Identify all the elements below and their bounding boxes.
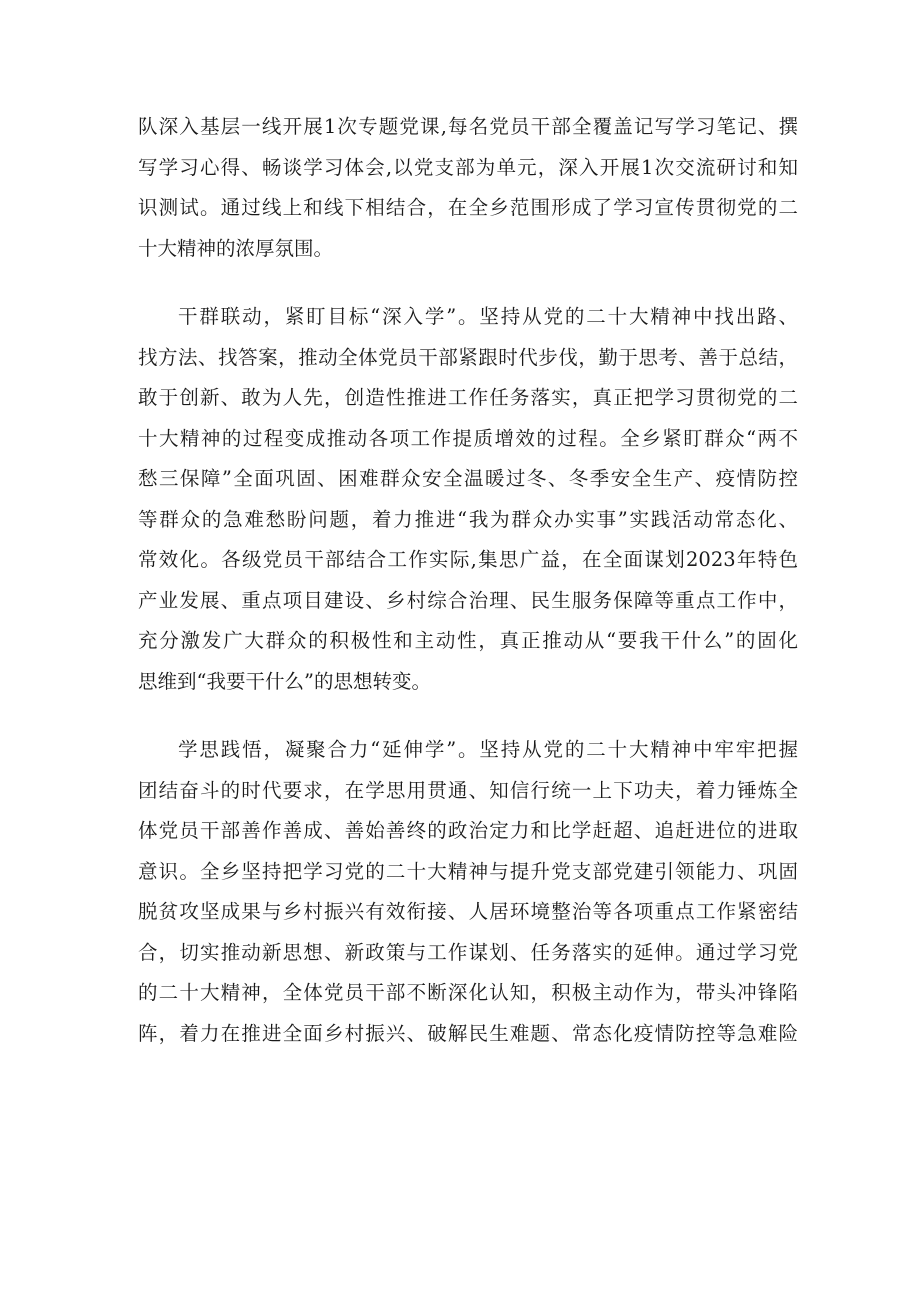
text-line: 识测试。通过线上和线下相结合，在全乡范围形成了学习宣传贯彻党的二 <box>138 196 798 219</box>
text-line: 意识。全乡坚持把学习党的二十大精神与提升党支部党建引领能力、巩固 <box>138 859 798 883</box>
paragraph-2 <box>138 297 798 702</box>
text-line: 写学习心得、畅谈学习体会,以党支部为单元，深入开展1次交流研讨和知 <box>138 155 798 179</box>
text-line: 思维到“我要干什么”的思想转变。 <box>138 669 431 693</box>
text-line: 干群联动，紧盯目标“深入学”。坚持从党的二十大精神中找出路、 <box>178 305 798 328</box>
text-line: 阵，着力在推进全面乡村振兴、破解民生难题、常态化疫情防控等急难险 <box>138 1021 798 1045</box>
text-line: 十大精神的过程变成推动各项工作提质增效的过程。全乡紧盯群众“两不 <box>138 426 798 450</box>
text-line: 团结奋斗的时代要求，在学思用贯通、知信行统一上下功夫，着力锤炼全 <box>138 778 798 802</box>
body-text <box>138 107 798 1054</box>
text-line: 合，切实推动新思想、新政策与工作谋划、任务落实的延伸。通过学习党 <box>138 940 798 964</box>
text-line: 等群众的急难愁盼问题，着力推进“我为群众办实事”实践活动常态化、 <box>138 507 798 531</box>
text-line: 充分激发广大群众的积极性和主动性，真正推动从“要我干什么”的固化 <box>138 629 798 652</box>
text-line: 学思践悟，凝聚合力“延伸学”。坚持从党的二十大精神中牢牢把握 <box>178 738 798 761</box>
text-line: 产业发展、重点项目建设、乡村综合治理、民生服务保障等重点工作中， <box>138 588 798 612</box>
text-line: 十大精神的浓厚氛围。 <box>138 236 334 260</box>
paragraph-1 <box>138 107 798 269</box>
text-line: 愁三保障”全面巩固、困难群众安全温暖过冬、冬季安全生产、疫情防控 <box>138 467 798 490</box>
text-line: 队深入基层一线开展1次专题党课,每名党员干部全覆盖记写学习笔记、撰 <box>138 115 798 138</box>
text-line: 脱贫攻坚成果与乡村振兴有效衔接、人居环境整治等各项重点工作紧密结 <box>138 900 798 923</box>
text-line: 常效化。各级党员干部结合工作实际,集思广益，在全面谋划2023年特色 <box>138 548 798 571</box>
text-line: 找方法、找答案，推动全体党员干部紧跟时代步伐，勤于思考、善于总结， <box>138 345 798 369</box>
text-line: 的二十大精神，全体党员干部不断深化认知，积极主动作为，带头冲锋陷 <box>138 981 798 1004</box>
text-line: 敢于创新、敢为人先，创造性推进工作任务落实，真正把学习贯彻党的二 <box>138 386 798 409</box>
paragraph-3 <box>138 730 798 1054</box>
text-line: 体党员干部善作善成、善始善终的政治定力和比学赶超、追赶进位的进取 <box>138 819 798 842</box>
